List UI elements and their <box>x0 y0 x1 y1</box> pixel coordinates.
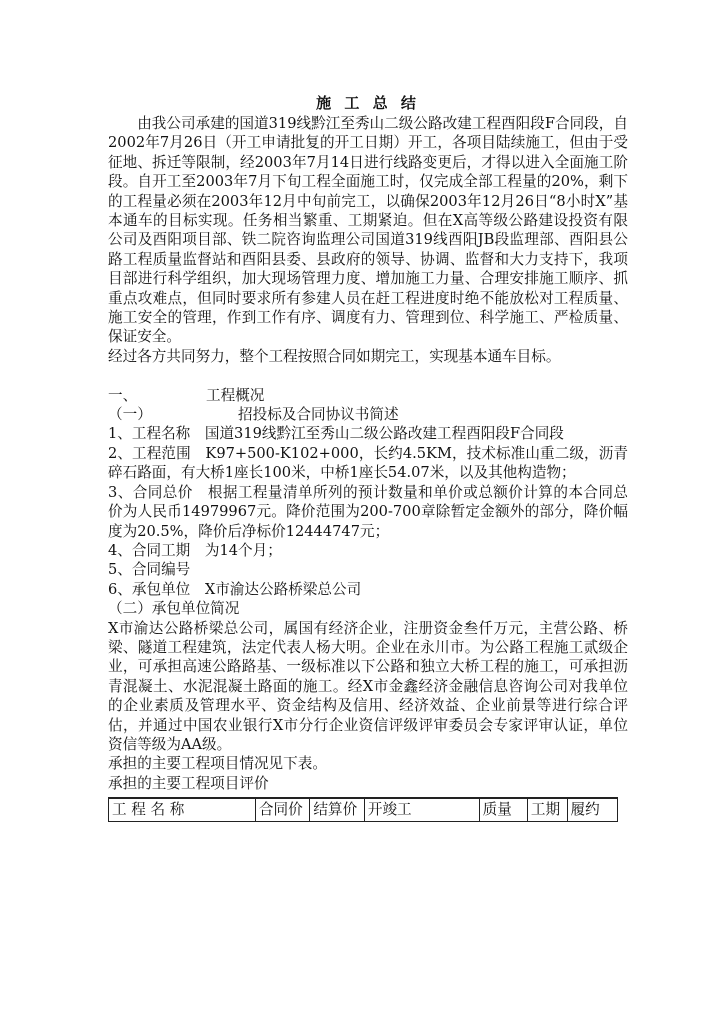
table-header-cell: 结算价 <box>310 798 364 821</box>
section-heading-overview <box>108 386 628 405</box>
contract-item-name: 1、工程名称 国道319线黔江至秀山二级公路改建工程酉阳段F合同段 <box>108 425 564 443</box>
intro-paragraph-1: 由我公司承建的国道319线黔江至秀山二级公路改建工程酉阳段F合同段，自2002年7月26日（开工申请批复的开工日期）开工，各项目陆续施工，但由于受征地、拆迁等限制，经2003年7月14日进行线路变更后，才得以进入全面施工阶段。自开工至2003年7月下旬工程全面施工时，仅完成全部工程量的20%，剩下的工程量必须在2003年12月中旬前完工，以确保2003年12月26日“8小时X”基本通车的目标实现。任务相当繁重、工期紧迫。但在X高等级公路建设投资有限公司及酉阳项目部、铁二院咨询监理公司国道319线酉阳JB段监理部、酉阳县公路工程质量监督站和酉阳县委、县政府的领导、协调、监督和大力支持下，我项目部进行科学组织，加大现场管理力度、增加施工力量、合理安排施工顺序、抓重点攻难点，但同时要求所有参建人员在赶工程进度时绝不能放松对工程质量、施工安全的管理，作到工作有序、调度有力、管理到位、科学施工、严检质量、保证安全。 <box>108 115 628 346</box>
table-header-cell: 履约 <box>567 798 617 821</box>
blank-line <box>108 366 628 385</box>
contract-item-duration: 4、合同工期 为14个月； <box>108 541 282 559</box>
subsection-heading-bidding <box>108 405 628 424</box>
table-intro: 承担的主要工程项目情况见下表。 <box>108 755 327 773</box>
company-paragraph: X市渝达公路桥梁总公司，属国有经济企业，注册资金叁仟万元，主营公路、桥梁、隧道工程建筑，法定代表人杨大明。企业在永川市。为公路工程施工贰级企业，可承担高速公路路基、一级标准以下公路和独立大桥工程的施工，可承担沥青混凝土、水泥混凝土路面的施工。经X市金鑫经济金融信息咨询公司对我单位的企业素质及管理水平、资金结构及信用、经济效益、企业前景等进行综合评估，并通过中国农业银行X市分行企业资信评级评审委员会专家评审认证，单位资信等级为AA级。 <box>108 619 628 753</box>
subsection-title: 招投标及合同协议书简述 <box>238 406 399 424</box>
intro-paragraph-2: 经过各方共同努力，整个工程按照合同如期完工，实现基本通车目标。 <box>108 347 561 365</box>
contract-item-scope: 2、工程范围 K97+500-K102+000，长约4.5KM，技术标准山重二级，沥青碎石路面，有大桥1座长100米，中桥1座长54.07米，以及其他构造物； <box>108 444 628 482</box>
contract-item-number: 5、合同编号 <box>108 561 191 579</box>
table-header-cell: 合同价 <box>255 798 309 821</box>
document-body <box>108 94 628 822</box>
table-header-cell: 质量 <box>479 798 527 821</box>
section-title: 工程概况 <box>206 386 265 404</box>
projects-table <box>108 797 618 821</box>
contract-item-price: 3、合同总价 根据工程量清单所列的预计数量和单价或总额价计算的本合同总价为人民币14979967元。降价范围为200-700章除暂定金额外的部分，降价幅度为20.5%，降价后净标价12444747元； <box>108 483 628 540</box>
section-number: 一、 <box>108 386 138 404</box>
contract-item-contractor: 6、承包单位 X市渝达公路桥梁总公司 <box>108 580 362 598</box>
table-caption: 承担的主要工程项目评价 <box>108 774 269 792</box>
table-header-cell: 开竣工 <box>364 798 479 821</box>
table-header-cell: 工期 <box>527 798 567 821</box>
subsection-heading-contractor: （二）承包单位简况 <box>108 600 240 618</box>
table-header-row <box>109 798 618 821</box>
document-title: 施 工 总 结 <box>316 94 420 112</box>
subsection-number: （一） <box>108 406 152 424</box>
table-header-cell: 工 程 名 称 <box>109 798 256 821</box>
